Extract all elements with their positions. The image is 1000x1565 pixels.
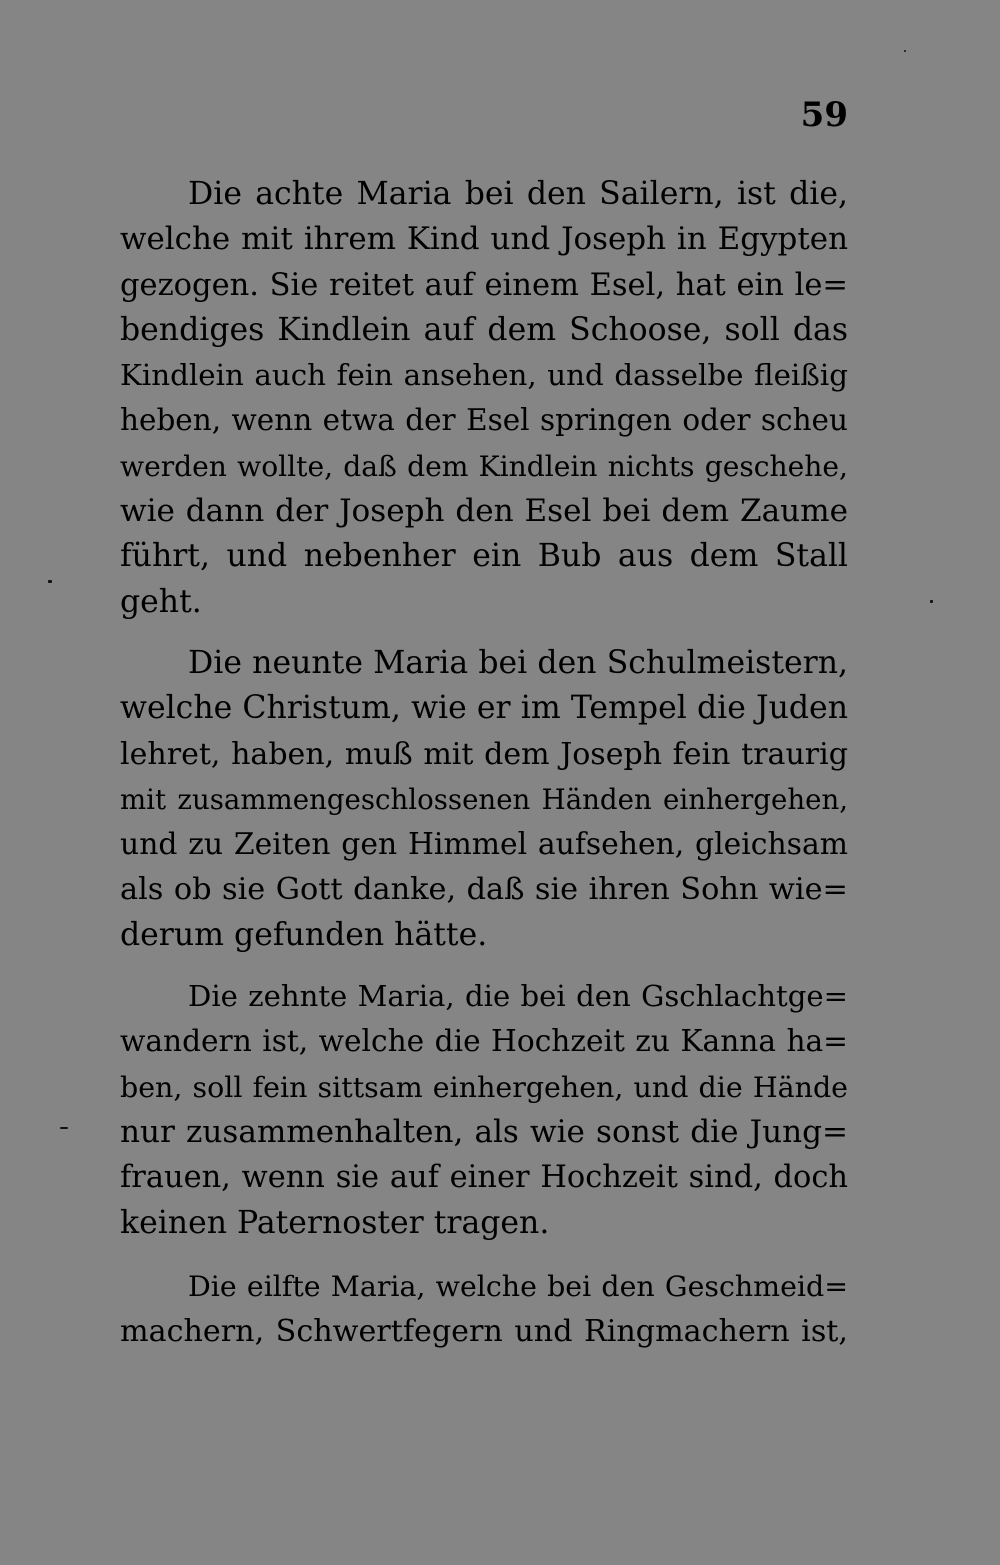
text-line: welche Christum, wie er im Tempel die Juden: [120, 690, 848, 727]
page-number: 59: [800, 95, 848, 135]
text-line: wie dann der Joseph den Esel bei dem Zaume: [120, 493, 848, 530]
text-line: Kindlein auch fein ansehen, und dasselbe fleißig: [120, 358, 848, 393]
text-line: machern, Schwertfegern und Ringmachern ist,: [120, 1314, 848, 1350]
scan-speck: [904, 50, 906, 52]
text-line: ben, soll fein sittsam einhergehen, und die Hände: [120, 1070, 848, 1104]
paragraph-1: [120, 172, 848, 625]
text-line: Die eilfte Maria, welche bei den Geschmeid=: [188, 1269, 848, 1303]
text-line: wandern ist, welche die Hochzeit zu Kanna ha=: [120, 1024, 848, 1059]
text-line: werden wollte, daß dem Kindlein nichts geschehe,: [120, 449, 848, 483]
text-line: bendiges Kindlein auf dem Schoose, soll das: [120, 311, 848, 348]
scan-speck: [48, 580, 52, 583]
scan-speck: [60, 1127, 68, 1129]
text-line: Die achte Maria bei den Sailern, ist die,: [188, 176, 848, 212]
text-line: gezogen. Sie reitet auf einem Esel, hat ein le=: [120, 267, 848, 303]
paragraph-2: [120, 641, 848, 958]
text-line: als ob sie Gott danke, daß sie ihren Sohn wie=: [120, 872, 848, 908]
paragraph-4: [120, 1264, 848, 1355]
text-line: keinen Paternoster tragen.: [120, 1204, 550, 1241]
body-text: [120, 172, 848, 1354]
text-line: heben, wenn etwa der Esel springen oder scheu: [120, 403, 848, 438]
text-line: Die zehnte Maria, die bei den Gschlachtge=: [188, 979, 848, 1014]
text-line: derum gefunden hätte.: [120, 916, 488, 953]
text-line: lehret, haben, muß mit dem Joseph fein traurig: [120, 736, 848, 772]
text-line: Die neunte Maria bei den Schulmeistern,: [188, 644, 848, 681]
text-line: und zu Zeiten gen Himmel aufsehen, gleichsam: [120, 827, 848, 863]
scan-speck: [930, 600, 933, 603]
text-line: frauen, wenn sie auf einer Hochzeit sind, doch: [120, 1160, 848, 1196]
text-line: mit zusammengeschlossenen Händen einhergehen,: [120, 782, 848, 816]
text-line: geht.: [120, 583, 202, 620]
text-line: nur zusammenhalten, als wie sonst die Jung=: [120, 1113, 848, 1150]
paragraph-3: [120, 974, 848, 1246]
text-line: welche mit ihrem Kind und Joseph in Egypten: [120, 221, 848, 258]
text-line: führt, und nebenher ein Bub aus dem Stall: [120, 538, 848, 575]
